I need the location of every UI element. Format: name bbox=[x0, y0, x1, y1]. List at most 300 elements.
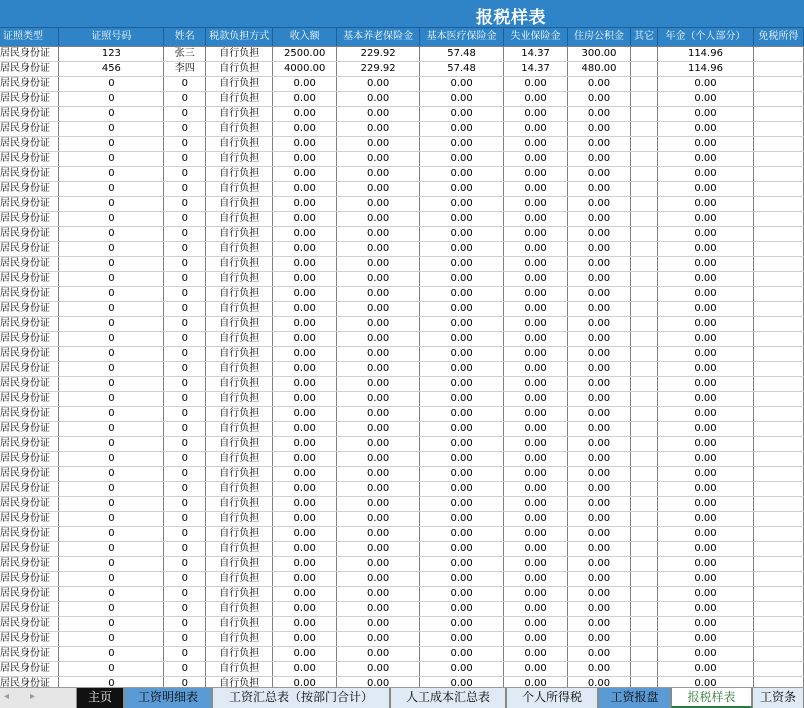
cell-taxmode[interactable]: 自行负担 bbox=[206, 76, 273, 91]
cell-taxmode[interactable]: 自行负担 bbox=[206, 571, 273, 586]
cell-medical[interactable]: 0.00 bbox=[420, 196, 504, 211]
cell-idtype[interactable]: 居民身份证 bbox=[0, 676, 59, 687]
cell-medical[interactable]: 0.00 bbox=[420, 661, 504, 676]
cell-idtype[interactable]: 居民身份证 bbox=[0, 151, 59, 166]
cell-name[interactable]: 0 bbox=[164, 541, 206, 556]
sheet-tab[interactable]: 主页 bbox=[76, 688, 124, 708]
cell-taxfree[interactable] bbox=[753, 106, 803, 121]
cell-name[interactable]: 0 bbox=[164, 151, 206, 166]
cell-housing[interactable]: 0.00 bbox=[568, 136, 631, 151]
cell-unemployment[interactable]: 14.37 bbox=[504, 46, 568, 61]
cell-idtype[interactable]: 居民身份证 bbox=[0, 421, 59, 436]
cell-medical[interactable]: 0.00 bbox=[420, 241, 504, 256]
cell-idno[interactable]: 0 bbox=[59, 346, 164, 361]
cell-idno[interactable]: 0 bbox=[59, 496, 164, 511]
cell-annuity[interactable]: 0.00 bbox=[657, 511, 753, 526]
cell-taxfree[interactable] bbox=[753, 226, 803, 241]
cell-idno[interactable]: 0 bbox=[59, 271, 164, 286]
cell-housing[interactable]: 0.00 bbox=[568, 661, 631, 676]
cell-taxfree[interactable] bbox=[753, 481, 803, 496]
cell-unemployment[interactable]: 0.00 bbox=[504, 571, 568, 586]
cell-medical[interactable]: 0.00 bbox=[420, 286, 504, 301]
cell-annuity[interactable]: 0.00 bbox=[657, 301, 753, 316]
cell-pension[interactable]: 0.00 bbox=[337, 106, 420, 121]
cell-idno[interactable]: 0 bbox=[59, 511, 164, 526]
cell-medical[interactable]: 0.00 bbox=[420, 181, 504, 196]
cell-unemployment[interactable]: 0.00 bbox=[504, 511, 568, 526]
cell-medical[interactable]: 0.00 bbox=[420, 586, 504, 601]
cell-income[interactable]: 0.00 bbox=[273, 256, 337, 271]
cell-name[interactable]: 0 bbox=[164, 556, 206, 571]
cell-pension[interactable]: 0.00 bbox=[337, 256, 420, 271]
cell-other[interactable] bbox=[631, 271, 658, 286]
cell-annuity[interactable]: 0.00 bbox=[657, 91, 753, 106]
cell-annuity[interactable]: 0.00 bbox=[657, 211, 753, 226]
cell-idtype[interactable]: 居民身份证 bbox=[0, 271, 59, 286]
cell-taxfree[interactable] bbox=[753, 256, 803, 271]
cell-unemployment[interactable]: 0.00 bbox=[504, 196, 568, 211]
cell-pension[interactable]: 0.00 bbox=[337, 226, 420, 241]
cell-idno[interactable]: 0 bbox=[59, 526, 164, 541]
cell-annuity[interactable]: 0.00 bbox=[657, 256, 753, 271]
cell-annuity[interactable]: 0.00 bbox=[657, 166, 753, 181]
cell-annuity[interactable]: 0.00 bbox=[657, 136, 753, 151]
cell-taxfree[interactable] bbox=[753, 556, 803, 571]
cell-income[interactable]: 0.00 bbox=[273, 451, 337, 466]
cell-housing[interactable]: 0.00 bbox=[568, 631, 631, 646]
cell-other[interactable] bbox=[631, 256, 658, 271]
cell-taxfree[interactable] bbox=[753, 586, 803, 601]
cell-idtype[interactable]: 居民身份证 bbox=[0, 436, 59, 451]
cell-name[interactable]: 0 bbox=[164, 511, 206, 526]
cell-unemployment[interactable]: 0.00 bbox=[504, 616, 568, 631]
cell-unemployment[interactable]: 0.00 bbox=[504, 391, 568, 406]
cell-idtype[interactable]: 居民身份证 bbox=[0, 166, 59, 181]
cell-taxfree[interactable] bbox=[753, 376, 803, 391]
cell-name[interactable]: 0 bbox=[164, 376, 206, 391]
cell-annuity[interactable]: 0.00 bbox=[657, 646, 753, 661]
cell-idno[interactable]: 0 bbox=[59, 256, 164, 271]
cell-unemployment[interactable]: 0.00 bbox=[504, 91, 568, 106]
cell-unemployment[interactable]: 0.00 bbox=[504, 436, 568, 451]
cell-unemployment[interactable]: 0.00 bbox=[504, 376, 568, 391]
cell-pension[interactable]: 0.00 bbox=[337, 151, 420, 166]
cell-idno[interactable]: 0 bbox=[59, 76, 164, 91]
cell-income[interactable]: 0.00 bbox=[273, 466, 337, 481]
cell-pension[interactable]: 0.00 bbox=[337, 271, 420, 286]
cell-income[interactable]: 0.00 bbox=[273, 586, 337, 601]
cell-taxmode[interactable]: 自行负担 bbox=[206, 151, 273, 166]
cell-pension[interactable]: 0.00 bbox=[337, 541, 420, 556]
cell-income[interactable]: 0.00 bbox=[273, 361, 337, 376]
cell-name[interactable]: 0 bbox=[164, 661, 206, 676]
cell-other[interactable] bbox=[631, 436, 658, 451]
cell-taxmode[interactable]: 自行负担 bbox=[206, 106, 273, 121]
cell-idtype[interactable]: 居民身份证 bbox=[0, 121, 59, 136]
cell-annuity[interactable]: 0.00 bbox=[657, 391, 753, 406]
cell-unemployment[interactable]: 0.00 bbox=[504, 421, 568, 436]
cell-idtype[interactable]: 居民身份证 bbox=[0, 301, 59, 316]
cell-unemployment[interactable]: 0.00 bbox=[504, 316, 568, 331]
cell-idno[interactable]: 0 bbox=[59, 631, 164, 646]
cell-idno[interactable]: 0 bbox=[59, 661, 164, 676]
cell-pension[interactable]: 0.00 bbox=[337, 286, 420, 301]
cell-medical[interactable]: 0.00 bbox=[420, 451, 504, 466]
cell-taxmode[interactable]: 自行负担 bbox=[206, 61, 273, 76]
cell-name[interactable]: 0 bbox=[164, 436, 206, 451]
cell-medical[interactable]: 0.00 bbox=[420, 676, 504, 687]
cell-income[interactable]: 0.00 bbox=[273, 151, 337, 166]
cell-name[interactable]: 0 bbox=[164, 181, 206, 196]
cell-annuity[interactable]: 0.00 bbox=[657, 361, 753, 376]
cell-housing[interactable]: 0.00 bbox=[568, 346, 631, 361]
cell-idno[interactable]: 0 bbox=[59, 556, 164, 571]
cell-pension[interactable]: 0.00 bbox=[337, 601, 420, 616]
cell-idno[interactable]: 0 bbox=[59, 136, 164, 151]
cell-taxfree[interactable] bbox=[753, 286, 803, 301]
cell-taxfree[interactable] bbox=[753, 121, 803, 136]
cell-annuity[interactable]: 0.00 bbox=[657, 271, 753, 286]
sheet-tab[interactable]: 个人所得税 bbox=[506, 688, 598, 708]
cell-pension[interactable]: 0.00 bbox=[337, 196, 420, 211]
cell-taxfree[interactable] bbox=[753, 196, 803, 211]
cell-other[interactable] bbox=[631, 136, 658, 151]
cell-medical[interactable]: 0.00 bbox=[420, 151, 504, 166]
cell-unemployment[interactable]: 0.00 bbox=[504, 226, 568, 241]
cell-taxfree[interactable] bbox=[753, 76, 803, 91]
cell-other[interactable] bbox=[631, 481, 658, 496]
cell-annuity[interactable]: 0.00 bbox=[657, 406, 753, 421]
cell-housing[interactable]: 0.00 bbox=[568, 676, 631, 687]
cell-housing[interactable]: 0.00 bbox=[568, 181, 631, 196]
cell-taxmode[interactable]: 自行负担 bbox=[206, 406, 273, 421]
cell-name[interactable]: 0 bbox=[164, 136, 206, 151]
cell-annuity[interactable]: 114.96 bbox=[657, 46, 753, 61]
cell-medical[interactable]: 0.00 bbox=[420, 421, 504, 436]
cell-taxmode[interactable]: 自行负担 bbox=[206, 601, 273, 616]
cell-housing[interactable]: 0.00 bbox=[568, 106, 631, 121]
cell-idno[interactable]: 0 bbox=[59, 421, 164, 436]
cell-taxmode[interactable]: 自行负担 bbox=[206, 631, 273, 646]
cell-taxmode[interactable]: 自行负担 bbox=[206, 526, 273, 541]
cell-taxmode[interactable]: 自行负担 bbox=[206, 286, 273, 301]
cell-other[interactable] bbox=[631, 661, 658, 676]
cell-other[interactable] bbox=[631, 91, 658, 106]
tab-scroll-left-icon[interactable]: ◂ bbox=[4, 691, 10, 702]
cell-idtype[interactable]: 居民身份证 bbox=[0, 196, 59, 211]
cell-idno[interactable]: 0 bbox=[59, 391, 164, 406]
cell-idtype[interactable]: 居民身份证 bbox=[0, 316, 59, 331]
cell-income[interactable]: 0.00 bbox=[273, 286, 337, 301]
cell-medical[interactable]: 57.48 bbox=[420, 46, 504, 61]
cell-name[interactable]: 0 bbox=[164, 466, 206, 481]
cell-taxmode[interactable]: 自行负担 bbox=[206, 136, 273, 151]
cell-income[interactable]: 0.00 bbox=[273, 211, 337, 226]
cell-annuity[interactable]: 0.00 bbox=[657, 661, 753, 676]
cell-housing[interactable]: 0.00 bbox=[568, 91, 631, 106]
cell-housing[interactable]: 0.00 bbox=[568, 256, 631, 271]
cell-other[interactable] bbox=[631, 451, 658, 466]
cell-income[interactable]: 0.00 bbox=[273, 76, 337, 91]
cell-idtype[interactable]: 居民身份证 bbox=[0, 91, 59, 106]
cell-pension[interactable]: 0.00 bbox=[337, 661, 420, 676]
cell-pension[interactable]: 0.00 bbox=[337, 466, 420, 481]
cell-taxmode[interactable]: 自行负担 bbox=[206, 301, 273, 316]
cell-income[interactable]: 0.00 bbox=[273, 271, 337, 286]
cell-taxfree[interactable] bbox=[753, 166, 803, 181]
cell-idno[interactable]: 0 bbox=[59, 286, 164, 301]
cell-idno[interactable]: 0 bbox=[59, 541, 164, 556]
cell-pension[interactable]: 229.92 bbox=[337, 46, 420, 61]
cell-annuity[interactable]: 0.00 bbox=[657, 421, 753, 436]
cell-name[interactable]: 0 bbox=[164, 571, 206, 586]
cell-medical[interactable]: 0.00 bbox=[420, 496, 504, 511]
cell-idtype[interactable]: 居民身份证 bbox=[0, 556, 59, 571]
cell-unemployment[interactable]: 0.00 bbox=[504, 241, 568, 256]
cell-idtype[interactable]: 居民身份证 bbox=[0, 256, 59, 271]
cell-taxmode[interactable]: 自行负担 bbox=[206, 181, 273, 196]
cell-income[interactable]: 0.00 bbox=[273, 166, 337, 181]
cell-taxmode[interactable]: 自行负担 bbox=[206, 256, 273, 271]
cell-idno[interactable]: 0 bbox=[59, 586, 164, 601]
cell-annuity[interactable]: 0.00 bbox=[657, 616, 753, 631]
cell-idno[interactable]: 0 bbox=[59, 406, 164, 421]
cell-name[interactable]: 0 bbox=[164, 121, 206, 136]
cell-idtype[interactable]: 居民身份证 bbox=[0, 451, 59, 466]
cell-other[interactable] bbox=[631, 571, 658, 586]
cell-income[interactable]: 0.00 bbox=[273, 436, 337, 451]
cell-pension[interactable]: 229.92 bbox=[337, 61, 420, 76]
cell-pension[interactable]: 0.00 bbox=[337, 646, 420, 661]
cell-idno[interactable]: 0 bbox=[59, 151, 164, 166]
cell-housing[interactable]: 0.00 bbox=[568, 451, 631, 466]
cell-name[interactable]: 李四 bbox=[164, 61, 206, 76]
cell-pension[interactable]: 0.00 bbox=[337, 241, 420, 256]
cell-other[interactable] bbox=[631, 241, 658, 256]
cell-pension[interactable]: 0.00 bbox=[337, 76, 420, 91]
cell-taxfree[interactable] bbox=[753, 316, 803, 331]
cell-income[interactable]: 0.00 bbox=[273, 316, 337, 331]
cell-unemployment[interactable]: 0.00 bbox=[504, 541, 568, 556]
cell-other[interactable] bbox=[631, 76, 658, 91]
cell-idtype[interactable]: 居民身份证 bbox=[0, 496, 59, 511]
cell-name[interactable]: 0 bbox=[164, 676, 206, 687]
cell-annuity[interactable]: 0.00 bbox=[657, 676, 753, 687]
cell-pension[interactable]: 0.00 bbox=[337, 496, 420, 511]
cell-taxfree[interactable] bbox=[753, 496, 803, 511]
cell-name[interactable]: 0 bbox=[164, 226, 206, 241]
cell-pension[interactable]: 0.00 bbox=[337, 451, 420, 466]
cell-pension[interactable]: 0.00 bbox=[337, 91, 420, 106]
cell-pension[interactable]: 0.00 bbox=[337, 436, 420, 451]
cell-name[interactable]: 0 bbox=[164, 286, 206, 301]
cell-name[interactable]: 0 bbox=[164, 451, 206, 466]
cell-annuity[interactable]: 0.00 bbox=[657, 316, 753, 331]
cell-idno[interactable]: 0 bbox=[59, 241, 164, 256]
cell-medical[interactable]: 0.00 bbox=[420, 211, 504, 226]
cell-taxmode[interactable]: 自行负担 bbox=[206, 166, 273, 181]
cell-unemployment[interactable]: 0.00 bbox=[504, 556, 568, 571]
cell-medical[interactable]: 0.00 bbox=[420, 541, 504, 556]
cell-idno[interactable]: 0 bbox=[59, 676, 164, 687]
cell-taxmode[interactable]: 自行负担 bbox=[206, 226, 273, 241]
cell-taxfree[interactable] bbox=[753, 601, 803, 616]
cell-housing[interactable]: 0.00 bbox=[568, 436, 631, 451]
cell-taxmode[interactable]: 自行负担 bbox=[206, 196, 273, 211]
cell-name[interactable]: 0 bbox=[164, 316, 206, 331]
cell-idtype[interactable]: 居民身份证 bbox=[0, 226, 59, 241]
cell-annuity[interactable]: 0.00 bbox=[657, 241, 753, 256]
sheet-tab[interactable]: 工资明细表 bbox=[124, 688, 212, 708]
cell-taxmode[interactable]: 自行负担 bbox=[206, 271, 273, 286]
tab-scroll-right-icon[interactable]: ▸ bbox=[30, 691, 36, 702]
sheet-tab[interactable]: 报税样表 bbox=[671, 688, 752, 708]
cell-annuity[interactable]: 0.00 bbox=[657, 286, 753, 301]
cell-medical[interactable]: 0.00 bbox=[420, 406, 504, 421]
cell-medical[interactable]: 0.00 bbox=[420, 121, 504, 136]
cell-pension[interactable]: 0.00 bbox=[337, 331, 420, 346]
cell-unemployment[interactable]: 0.00 bbox=[504, 166, 568, 181]
cell-other[interactable] bbox=[631, 391, 658, 406]
cell-idtype[interactable]: 居民身份证 bbox=[0, 106, 59, 121]
cell-medical[interactable]: 0.00 bbox=[420, 136, 504, 151]
cell-name[interactable]: 0 bbox=[164, 616, 206, 631]
cell-medical[interactable]: 0.00 bbox=[420, 616, 504, 631]
cell-taxfree[interactable] bbox=[753, 391, 803, 406]
cell-idtype[interactable]: 居民身份证 bbox=[0, 61, 59, 76]
cell-pension[interactable]: 0.00 bbox=[337, 631, 420, 646]
sheet-tab[interactable]: 工资条 bbox=[752, 688, 804, 708]
cell-housing[interactable]: 0.00 bbox=[568, 556, 631, 571]
cell-taxmode[interactable]: 自行负担 bbox=[206, 511, 273, 526]
cell-idno[interactable]: 0 bbox=[59, 196, 164, 211]
cell-annuity[interactable]: 0.00 bbox=[657, 601, 753, 616]
cell-idno[interactable]: 0 bbox=[59, 571, 164, 586]
cell-other[interactable] bbox=[631, 316, 658, 331]
cell-housing[interactable]: 0.00 bbox=[568, 331, 631, 346]
cell-idno[interactable]: 0 bbox=[59, 226, 164, 241]
cell-taxmode[interactable]: 自行负担 bbox=[206, 391, 273, 406]
cell-income[interactable]: 0.00 bbox=[273, 226, 337, 241]
cell-pension[interactable]: 0.00 bbox=[337, 316, 420, 331]
cell-idtype[interactable]: 居民身份证 bbox=[0, 541, 59, 556]
cell-idno[interactable]: 0 bbox=[59, 166, 164, 181]
cell-idno[interactable]: 0 bbox=[59, 181, 164, 196]
cell-other[interactable] bbox=[631, 121, 658, 136]
cell-income[interactable]: 0.00 bbox=[273, 181, 337, 196]
cell-medical[interactable]: 0.00 bbox=[420, 631, 504, 646]
cell-name[interactable]: 0 bbox=[164, 271, 206, 286]
cell-other[interactable] bbox=[631, 226, 658, 241]
cell-housing[interactable]: 0.00 bbox=[568, 481, 631, 496]
cell-unemployment[interactable]: 0.00 bbox=[504, 151, 568, 166]
cell-unemployment[interactable]: 0.00 bbox=[504, 586, 568, 601]
cell-name[interactable]: 0 bbox=[164, 301, 206, 316]
cell-taxfree[interactable] bbox=[753, 616, 803, 631]
cell-pension[interactable]: 0.00 bbox=[337, 121, 420, 136]
cell-annuity[interactable]: 0.00 bbox=[657, 121, 753, 136]
cell-medical[interactable]: 0.00 bbox=[420, 376, 504, 391]
cell-taxfree[interactable] bbox=[753, 241, 803, 256]
cell-taxfree[interactable] bbox=[753, 661, 803, 676]
cell-other[interactable] bbox=[631, 181, 658, 196]
cell-medical[interactable]: 0.00 bbox=[420, 361, 504, 376]
cell-unemployment[interactable]: 0.00 bbox=[504, 121, 568, 136]
cell-housing[interactable]: 0.00 bbox=[568, 76, 631, 91]
cell-medical[interactable]: 0.00 bbox=[420, 511, 504, 526]
cell-unemployment[interactable]: 0.00 bbox=[504, 286, 568, 301]
cell-taxmode[interactable]: 自行负担 bbox=[206, 421, 273, 436]
cell-housing[interactable]: 0.00 bbox=[568, 241, 631, 256]
cell-other[interactable] bbox=[631, 526, 658, 541]
cell-pension[interactable]: 0.00 bbox=[337, 571, 420, 586]
cell-annuity[interactable]: 0.00 bbox=[657, 76, 753, 91]
cell-idno[interactable]: 0 bbox=[59, 451, 164, 466]
cell-unemployment[interactable]: 0.00 bbox=[504, 631, 568, 646]
cell-annuity[interactable]: 0.00 bbox=[657, 226, 753, 241]
cell-taxmode[interactable]: 自行负担 bbox=[206, 661, 273, 676]
cell-annuity[interactable]: 0.00 bbox=[657, 541, 753, 556]
cell-medical[interactable]: 0.00 bbox=[420, 466, 504, 481]
cell-name[interactable]: 0 bbox=[164, 166, 206, 181]
cell-income[interactable]: 0.00 bbox=[273, 601, 337, 616]
cell-housing[interactable]: 0.00 bbox=[568, 526, 631, 541]
cell-income[interactable]: 0.00 bbox=[273, 406, 337, 421]
cell-other[interactable] bbox=[631, 616, 658, 631]
cell-idtype[interactable]: 居民身份证 bbox=[0, 346, 59, 361]
cell-idtype[interactable]: 居民身份证 bbox=[0, 586, 59, 601]
cell-housing[interactable]: 0.00 bbox=[568, 376, 631, 391]
cell-unemployment[interactable]: 0.00 bbox=[504, 676, 568, 687]
cell-idno[interactable]: 0 bbox=[59, 91, 164, 106]
cell-name[interactable]: 0 bbox=[164, 481, 206, 496]
cell-pension[interactable]: 0.00 bbox=[337, 481, 420, 496]
cell-pension[interactable]: 0.00 bbox=[337, 361, 420, 376]
cell-medical[interactable]: 0.00 bbox=[420, 526, 504, 541]
cell-taxmode[interactable]: 自行负担 bbox=[206, 496, 273, 511]
cell-housing[interactable]: 0.00 bbox=[568, 151, 631, 166]
cell-medical[interactable]: 0.00 bbox=[420, 556, 504, 571]
cell-other[interactable] bbox=[631, 676, 658, 687]
cell-pension[interactable]: 0.00 bbox=[337, 301, 420, 316]
cell-name[interactable]: 0 bbox=[164, 601, 206, 616]
cell-other[interactable] bbox=[631, 196, 658, 211]
cell-other[interactable] bbox=[631, 166, 658, 181]
cell-unemployment[interactable]: 0.00 bbox=[504, 406, 568, 421]
cell-income[interactable]: 0.00 bbox=[273, 196, 337, 211]
cell-pension[interactable]: 0.00 bbox=[337, 556, 420, 571]
cell-income[interactable]: 0.00 bbox=[273, 106, 337, 121]
cell-annuity[interactable]: 0.00 bbox=[657, 496, 753, 511]
cell-unemployment[interactable]: 0.00 bbox=[504, 526, 568, 541]
cell-idtype[interactable]: 居民身份证 bbox=[0, 646, 59, 661]
cell-income[interactable]: 2500.00 bbox=[273, 46, 337, 61]
cell-taxmode[interactable]: 自行负担 bbox=[206, 616, 273, 631]
cell-medical[interactable]: 0.00 bbox=[420, 646, 504, 661]
cell-idno[interactable]: 0 bbox=[59, 121, 164, 136]
cell-idtype[interactable]: 居民身份证 bbox=[0, 406, 59, 421]
cell-income[interactable]: 0.00 bbox=[273, 511, 337, 526]
cell-name[interactable]: 0 bbox=[164, 646, 206, 661]
cell-income[interactable]: 0.00 bbox=[273, 301, 337, 316]
cell-other[interactable] bbox=[631, 421, 658, 436]
cell-housing[interactable]: 0.00 bbox=[568, 196, 631, 211]
cell-housing[interactable]: 0.00 bbox=[568, 226, 631, 241]
cell-taxmode[interactable]: 自行负担 bbox=[206, 541, 273, 556]
cell-housing[interactable]: 0.00 bbox=[568, 421, 631, 436]
cell-taxmode[interactable]: 自行负担 bbox=[206, 46, 273, 61]
cell-medical[interactable]: 0.00 bbox=[420, 391, 504, 406]
